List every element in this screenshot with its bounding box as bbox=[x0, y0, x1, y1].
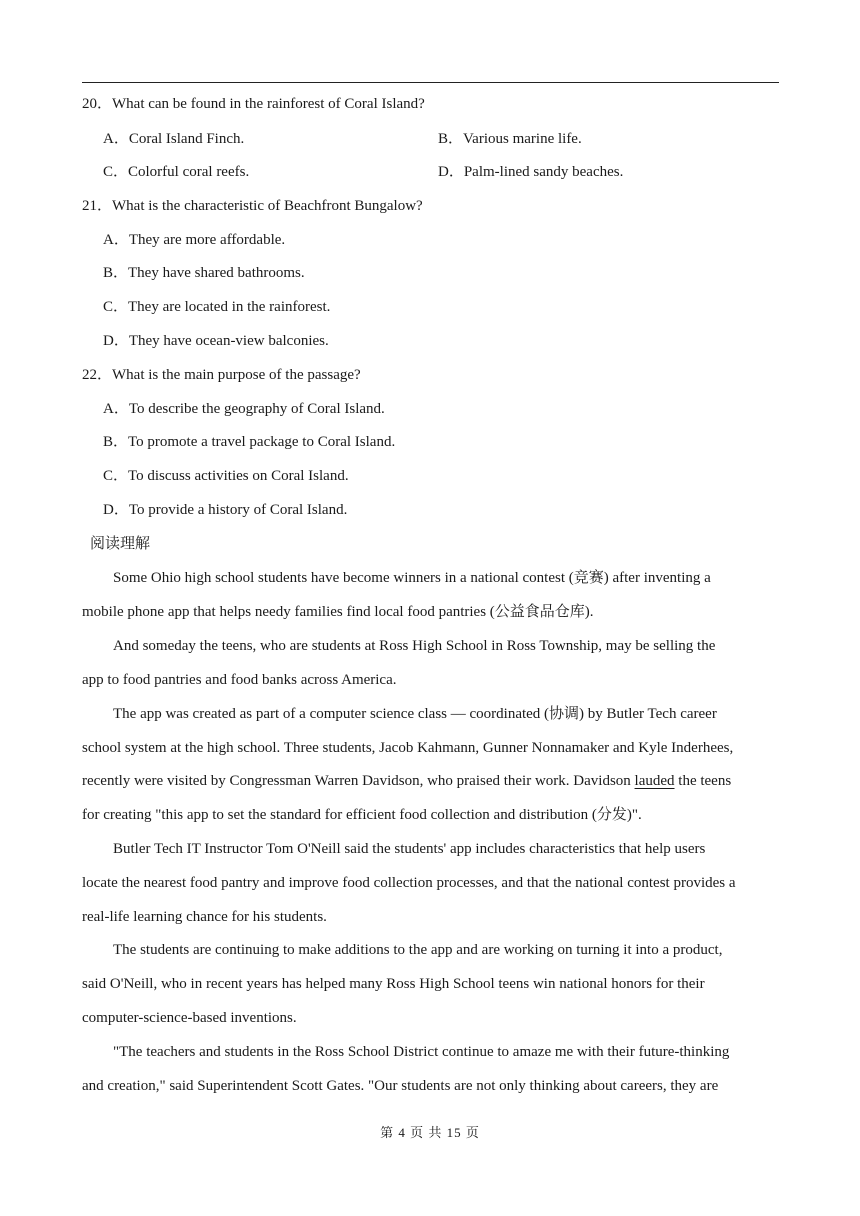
q22-option-d: D．To provide a history of Coral Island. bbox=[103, 502, 348, 518]
passage-p5-line1: The students are continuing to make additions to the app and are working on turning it into a product, bbox=[113, 942, 723, 958]
q21-option-d: D．They have ocean-view balconies. bbox=[103, 333, 329, 349]
q22-option-a: A．To describe the geography of Coral Island. bbox=[103, 401, 385, 417]
passage-p6-line1: "The teachers and students in the Ross School District continue to amaze me with their future-thinking bbox=[113, 1044, 730, 1060]
header-rule bbox=[82, 82, 779, 83]
passage-p4-line1: Butler Tech IT Instructor Tom O'Neill said the students' app includes characteristics that help users bbox=[113, 841, 706, 857]
passage-p6-line2: and creation," said Superintendent Scott Gates. "Our students are not only thinking about careers, they are bbox=[82, 1078, 719, 1094]
passage-p3-line3-b: the teens bbox=[678, 773, 732, 789]
passage-p4-line3: real-life learning chance for his students. bbox=[82, 909, 327, 925]
q22-option-b: B．To promote a travel package to Coral Island. bbox=[103, 434, 396, 450]
question-21-stem: 21．What is the characteristic of Beachfront Bungalow? bbox=[82, 198, 423, 214]
passage-p3-line1: The app was created as part of a computer science class — coordinated (协调) by Butler Tech career bbox=[113, 706, 717, 722]
underlined-word: lauded bbox=[634, 773, 675, 789]
passage-p3-line3-a: recently were visited by Congressman Warren Davidson, who praised their work. Davidson bbox=[82, 773, 631, 789]
q20-option-b: B．Various marine life. bbox=[438, 131, 582, 147]
passage-p3-line4: for creating "this app to set the standard for efficient food collection and distribution (分发)". bbox=[82, 807, 642, 823]
q20-option-c: C．Colorful coral reefs. bbox=[103, 164, 250, 180]
page-footer: 第 4 页 共 15 页 bbox=[380, 1125, 480, 1140]
passage-p4-line2: locate the nearest food pantry and improve food collection processes, and that the national contest provides a bbox=[82, 875, 736, 891]
passage-p2-line1: And someday the teens, who are students at Ross High School in Ross Township, may be selling the bbox=[113, 638, 716, 654]
passage-p5-line3: computer-science-based inventions. bbox=[82, 1010, 297, 1026]
q20-option-a: A．Coral Island Finch. bbox=[103, 131, 245, 147]
passage-p2-line2: app to food pantries and food banks across America. bbox=[82, 672, 397, 688]
q21-option-b: B．They have shared bathrooms. bbox=[103, 265, 305, 281]
passage-p5-line2: said O'Neill, who in recent years has helped many Ross High School teens win national honors for their bbox=[82, 976, 705, 992]
question-22-stem: 22．What is the main purpose of the passage? bbox=[82, 367, 361, 383]
passage-p1-line1: Some Ohio high school students have become winners in a national contest (竞赛) after inventing a bbox=[113, 570, 711, 586]
section-title: 阅读理解 bbox=[90, 536, 151, 552]
q20-option-d: D．Palm-lined sandy beaches. bbox=[438, 164, 624, 180]
passage-p1-line2: mobile phone app that helps needy families find local food pantries (公益食品仓库). bbox=[82, 604, 594, 620]
q21-option-c: C．They are located in the rainforest. bbox=[103, 299, 331, 315]
q21-option-a: A．They are more affordable. bbox=[103, 232, 286, 248]
passage-p3-line3 bbox=[82, 771, 731, 791]
question-20-stem: 20．What can be found in the rainforest of Coral Island? bbox=[82, 96, 425, 112]
passage-p3-line2: school system at the high school. Three students, Jacob Kahmann, Gunner Nonnamaker and Kyle Inderhees, bbox=[82, 740, 734, 756]
q22-option-c: C．To discuss activities on Coral Island. bbox=[103, 468, 349, 484]
